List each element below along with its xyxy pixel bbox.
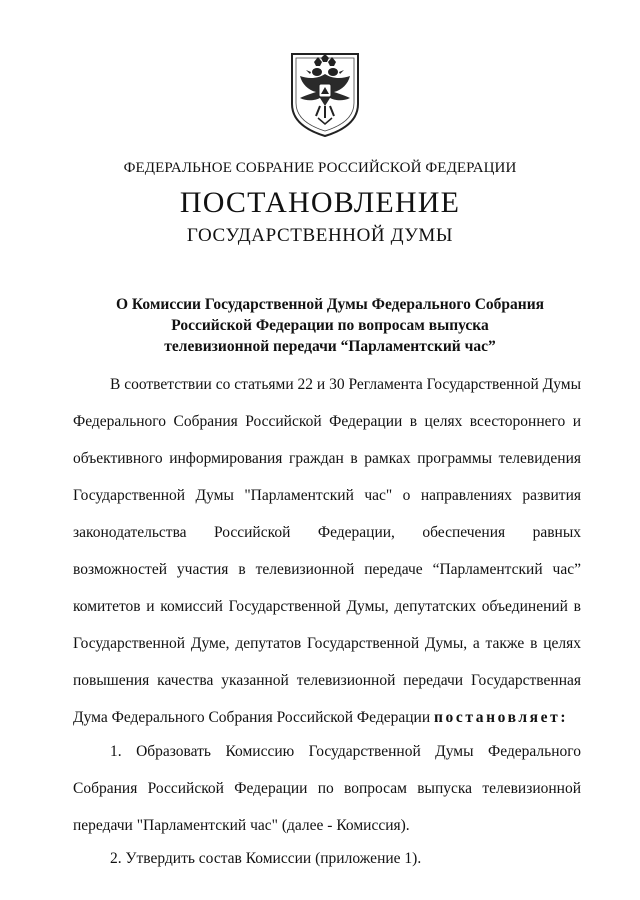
preamble-line: возможностей участия в телевизионной передаче “Парламентский час” <box>73 561 581 578</box>
item-2-paragraph <box>73 840 581 877</box>
title-line: телевизионной передачи “Парламентский час” <box>164 338 496 355</box>
preamble-line: повышения качества указанной телевизионной передачи Государственная <box>73 672 581 689</box>
item-line: 1. Образовать Комиссию Государственной Думы Федерального <box>110 743 581 760</box>
preamble-line: Государственной Думе, депутатов Государственной Думы, а также в целях <box>73 635 581 652</box>
preamble-line: законодательства Российской Федерации, обеспечения равных <box>73 524 581 541</box>
preamble-line: Государственной Думы "Парламентский час" о направлениях развития <box>73 487 581 504</box>
item-line: передачи "Парламентский час" (далее - Комиссия). <box>73 817 410 834</box>
preamble-line: объективного информирования граждан в рамках программы телевидения <box>73 450 581 467</box>
issuer-heading: ГОСУДАРСТВЕННОЙ ДУМЫ <box>186 225 454 246</box>
document-type-heading: ПОСТАНОВЛЕНИЕ <box>179 186 461 219</box>
organization-header: ФЕДЕРАЛЬНОЕ СОБРАНИЕ РОССИЙСКОЙ ФЕДЕРАЦИИ <box>123 160 517 176</box>
item-line: Собрания Российской Федерации по вопросам выпуска телевизионной <box>73 780 581 797</box>
double-headed-eagle-icon <box>288 50 362 138</box>
preamble-line: комитетов и комиссий Государственной Думы, депутатских объединений в <box>73 598 581 615</box>
item-1-paragraph <box>73 733 581 844</box>
preamble-last-line <box>73 699 581 736</box>
title-line: О Комиссии Государственной Думы Федерального Собрания <box>115 296 545 313</box>
document-title <box>100 294 560 357</box>
decree-word: постановляет: <box>434 709 569 726</box>
title-line: Российской Федерации по вопросам выпуска <box>171 317 489 334</box>
preamble-paragraph <box>73 366 581 736</box>
preamble-line: В соответствии со статьями 22 и 30 Регламента Государственной Думы <box>110 376 581 393</box>
item-line: 2. Утвердить состав Комиссии (приложение 1). <box>110 850 422 867</box>
coat-of-arms-emblem <box>288 50 362 138</box>
preamble-line: Федерального Собрания Российской Федерации в целях всестороннего и <box>73 413 581 430</box>
preamble-line: Дума Федерального Собрания Российской Федерации <box>73 709 431 726</box>
